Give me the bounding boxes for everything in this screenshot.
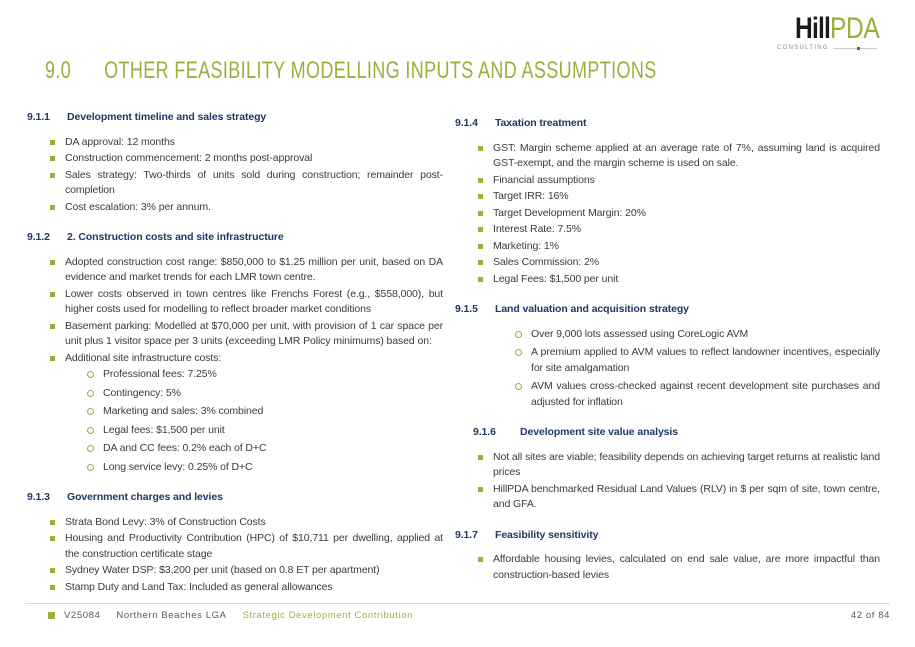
square-bullet-icon xyxy=(50,568,55,573)
bullet-item xyxy=(27,151,443,167)
circle-bullet-icon xyxy=(87,445,94,452)
circle-bullet-icon xyxy=(515,349,522,356)
bullet-text: Construction commencement: 2 months post-approval xyxy=(65,152,313,164)
section-number: 9.1.6 xyxy=(473,426,496,438)
footer-project-code: V25084 xyxy=(64,610,101,621)
bullet-text: Contingency: 5% xyxy=(103,386,181,399)
square-bullet-icon xyxy=(478,211,483,216)
bullet-text: Target Development Margin: 20% xyxy=(493,206,646,219)
square-bullet-icon xyxy=(478,557,483,562)
bullet-text: Stamp Duty and Land Tax: Included as general allowances xyxy=(65,580,333,593)
bullet-item xyxy=(27,168,443,199)
square-bullet-icon xyxy=(478,277,483,282)
bullet-text: Marketing: 1% xyxy=(493,239,559,252)
bullet-item xyxy=(455,206,880,222)
bullet-item xyxy=(27,423,443,439)
section-heading-row xyxy=(455,302,880,318)
circle-bullet-icon xyxy=(515,383,522,390)
section-number-title: 9.0 xyxy=(45,57,72,84)
logo-dot-icon xyxy=(857,47,860,50)
square-bullet-icon xyxy=(50,205,55,210)
bullet-item xyxy=(455,173,880,189)
bullet-item xyxy=(27,441,443,457)
bullet-text: Not all sites are viable; feasibility depends on achieving target returns at realistic land prices xyxy=(493,450,880,478)
bullet-item xyxy=(455,141,880,172)
footer-client-name: Northern Beaches LGA xyxy=(116,610,227,621)
square-bullet-icon xyxy=(478,260,483,265)
square-bullet-icon xyxy=(50,156,55,161)
bullet-text: Interest Rate: 7.5% xyxy=(493,223,581,235)
section-number: 9.1.2 xyxy=(27,231,50,243)
logo-hill-text: Hill xyxy=(795,12,830,45)
square-bullet-icon xyxy=(50,260,55,265)
square-bullet-icon xyxy=(478,455,483,460)
square-bullet-icon xyxy=(50,140,55,145)
bullet-text: Additional site infrastructure costs: xyxy=(65,351,222,364)
square-bullet-icon xyxy=(478,244,483,249)
section-number: 9.1.7 xyxy=(455,528,478,541)
bullet-text: DA approval: 12 months xyxy=(65,135,175,148)
bullet-text: Professional fees: 7.25% xyxy=(103,368,217,380)
logo-wordmark xyxy=(795,12,880,45)
bullet-item xyxy=(27,351,443,367)
bullet-item xyxy=(27,319,443,350)
square-bullet-icon xyxy=(478,487,483,492)
bullet-text: DA and CC fees: 0.2% each of D+C xyxy=(103,442,267,454)
square-bullet-icon xyxy=(50,292,55,297)
content-columns xyxy=(27,110,880,596)
logo-consulting-text: CONSULTING xyxy=(777,45,829,51)
bullet-item xyxy=(27,287,443,318)
bullet-item xyxy=(455,379,880,410)
square-bullet-icon xyxy=(50,173,55,178)
circle-bullet-icon xyxy=(87,427,94,434)
bullet-item xyxy=(455,450,880,481)
section-heading-row xyxy=(455,116,880,132)
bullet-text: Sales strategy: Two-thirds of units sold during construction; remainder post-completion xyxy=(65,168,443,196)
section-heading: Government charges and levies xyxy=(67,491,223,503)
bullet-item xyxy=(27,367,443,383)
section-9.1.5 xyxy=(455,302,880,410)
bullet-item xyxy=(455,255,880,271)
section-heading-row xyxy=(27,110,443,126)
footer-report-title: Strategic Development Contribution xyxy=(242,610,413,621)
bullet-text: Target IRR: 16% xyxy=(493,190,569,202)
left-column xyxy=(27,110,443,596)
page-title xyxy=(45,58,698,84)
bullet-text: Basement parking: Modelled at $70,000 per unit, with provision of 1 car space per unit plus 1 visitor space per 3 units (exceeding LMR Policy minimums) based on: xyxy=(65,319,443,347)
logo-rule xyxy=(833,48,877,49)
section-heading-row xyxy=(455,425,880,441)
section-9.1.2 xyxy=(27,230,443,475)
section-heading: Development timeline and sales strategy xyxy=(67,111,267,123)
logo-tagline xyxy=(777,45,877,51)
bullet-item xyxy=(455,552,880,583)
footer-square-bullet-icon xyxy=(48,612,55,619)
section-heading: Development site value analysis xyxy=(520,426,678,438)
section-9.1.3 xyxy=(27,490,443,595)
bullet-text: GST: Margin scheme applied at an average rate of 7%, assuming land is acquired GST-exempt, and the margin scheme is used on sale. xyxy=(493,141,880,169)
logo-pda-text: PDA xyxy=(829,12,880,45)
bullet-text: Lower costs observed in town centres like Frenchs Forest (e.g., $558,000), but higher costs used for modelling to reflect broader market conditions xyxy=(65,287,443,315)
square-bullet-icon xyxy=(50,324,55,329)
bullet-text: Legal fees: $1,500 per unit xyxy=(103,423,225,436)
bullet-text: A premium applied to AVM values to reflect landowner incentives, especially for site amalgamation xyxy=(531,346,880,374)
bullet-text: Adopted construction cost range: $850,000 to $1.25 million per unit, based on DA evidence and market trends for each LMR town centre. xyxy=(65,255,443,283)
bullet-item xyxy=(27,460,443,476)
square-bullet-icon xyxy=(478,227,483,232)
circle-bullet-icon xyxy=(87,371,94,378)
bullet-item xyxy=(27,200,443,216)
section-heading-row xyxy=(455,528,880,544)
section-number: 9.1.3 xyxy=(27,491,50,503)
section-9.1.7 xyxy=(455,528,880,584)
section-heading: Feasibility sensitivity xyxy=(495,528,599,541)
square-bullet-icon xyxy=(478,146,483,151)
section-heading: 2. Construction costs and site infrastructure xyxy=(67,231,284,243)
page-title-text: OTHER FEASIBILITY MODELLING INPUTS AND ASSUMPTIONS xyxy=(104,57,657,84)
bullet-text: Housing and Productivity Contribution (HPC) of $10,711 per dwelling, applied at the construction certificate stage xyxy=(65,532,443,560)
bullet-item xyxy=(27,580,443,596)
section-number: 9.1.4 xyxy=(455,117,478,129)
bullet-item xyxy=(27,255,443,286)
square-bullet-icon xyxy=(50,585,55,590)
bullet-text: HillPDA benchmarked Residual Land Values (RLV) in $ per sqm of site, town centre, and GFA. xyxy=(493,482,880,510)
bullet-item xyxy=(27,386,443,402)
bullet-text: Sales Commission: 2% xyxy=(493,256,599,268)
bullet-item xyxy=(27,531,443,562)
section-9.1.4 xyxy=(455,116,880,287)
bullet-text: Long service levy: 0.25% of D+C xyxy=(103,460,253,473)
bullet-item xyxy=(455,222,880,238)
square-bullet-icon xyxy=(478,178,483,183)
square-bullet-icon xyxy=(50,356,55,361)
bullet-item xyxy=(27,404,443,420)
section-heading-row xyxy=(27,490,443,506)
bullet-item xyxy=(455,189,880,205)
square-bullet-icon xyxy=(50,536,55,541)
bullet-item xyxy=(455,345,880,376)
bullet-item xyxy=(27,135,443,151)
bullet-text: Financial assumptions xyxy=(493,173,595,186)
section-9.1.1 xyxy=(27,110,443,215)
bullet-item xyxy=(455,239,880,255)
right-column xyxy=(455,110,880,596)
bullet-text: AVM values cross-checked against recent development site purchases and adjusted for inflation xyxy=(531,380,880,408)
bullet-text: Affordable housing levies, calculated on end sale value, are more impactful than construction-based levies xyxy=(493,553,880,581)
section-number: 9.1.5 xyxy=(455,303,478,315)
square-bullet-icon xyxy=(50,520,55,525)
circle-bullet-icon xyxy=(87,464,94,471)
bullet-text: Strata Bond Levy: 3% of Construction Costs xyxy=(65,515,266,528)
bullet-text: Sydney Water DSP: $3,200 per unit (based on 0.8 ET per apartment) xyxy=(65,564,380,576)
circle-bullet-icon xyxy=(87,408,94,415)
footer xyxy=(48,610,890,621)
page-number: 42 of 84 xyxy=(850,610,890,621)
bullet-item xyxy=(27,515,443,531)
bullet-text: Cost escalation: 3% per annum. xyxy=(65,200,211,213)
bullet-item xyxy=(455,327,880,343)
bullet-item xyxy=(27,563,443,579)
circle-bullet-icon xyxy=(515,331,522,338)
section-number: 9.1.1 xyxy=(27,111,50,123)
bullet-text: Marketing and sales: 3% combined xyxy=(103,405,264,417)
bullet-item xyxy=(455,482,880,513)
hillpda-logo xyxy=(777,12,880,51)
section-heading-row xyxy=(27,230,443,246)
section-heading: Land valuation and acquisition strategy xyxy=(495,303,689,315)
bullet-item xyxy=(455,272,880,288)
bullet-text: Over 9,000 lots assessed using CoreLogic AVM xyxy=(531,327,749,340)
circle-bullet-icon xyxy=(87,390,94,397)
section-heading: Taxation treatment xyxy=(495,117,587,129)
bullet-text: Legal Fees: $1,500 per unit xyxy=(493,272,619,285)
section-9.1.6 xyxy=(455,425,880,513)
footer-divider xyxy=(25,603,890,604)
square-bullet-icon xyxy=(478,194,483,199)
